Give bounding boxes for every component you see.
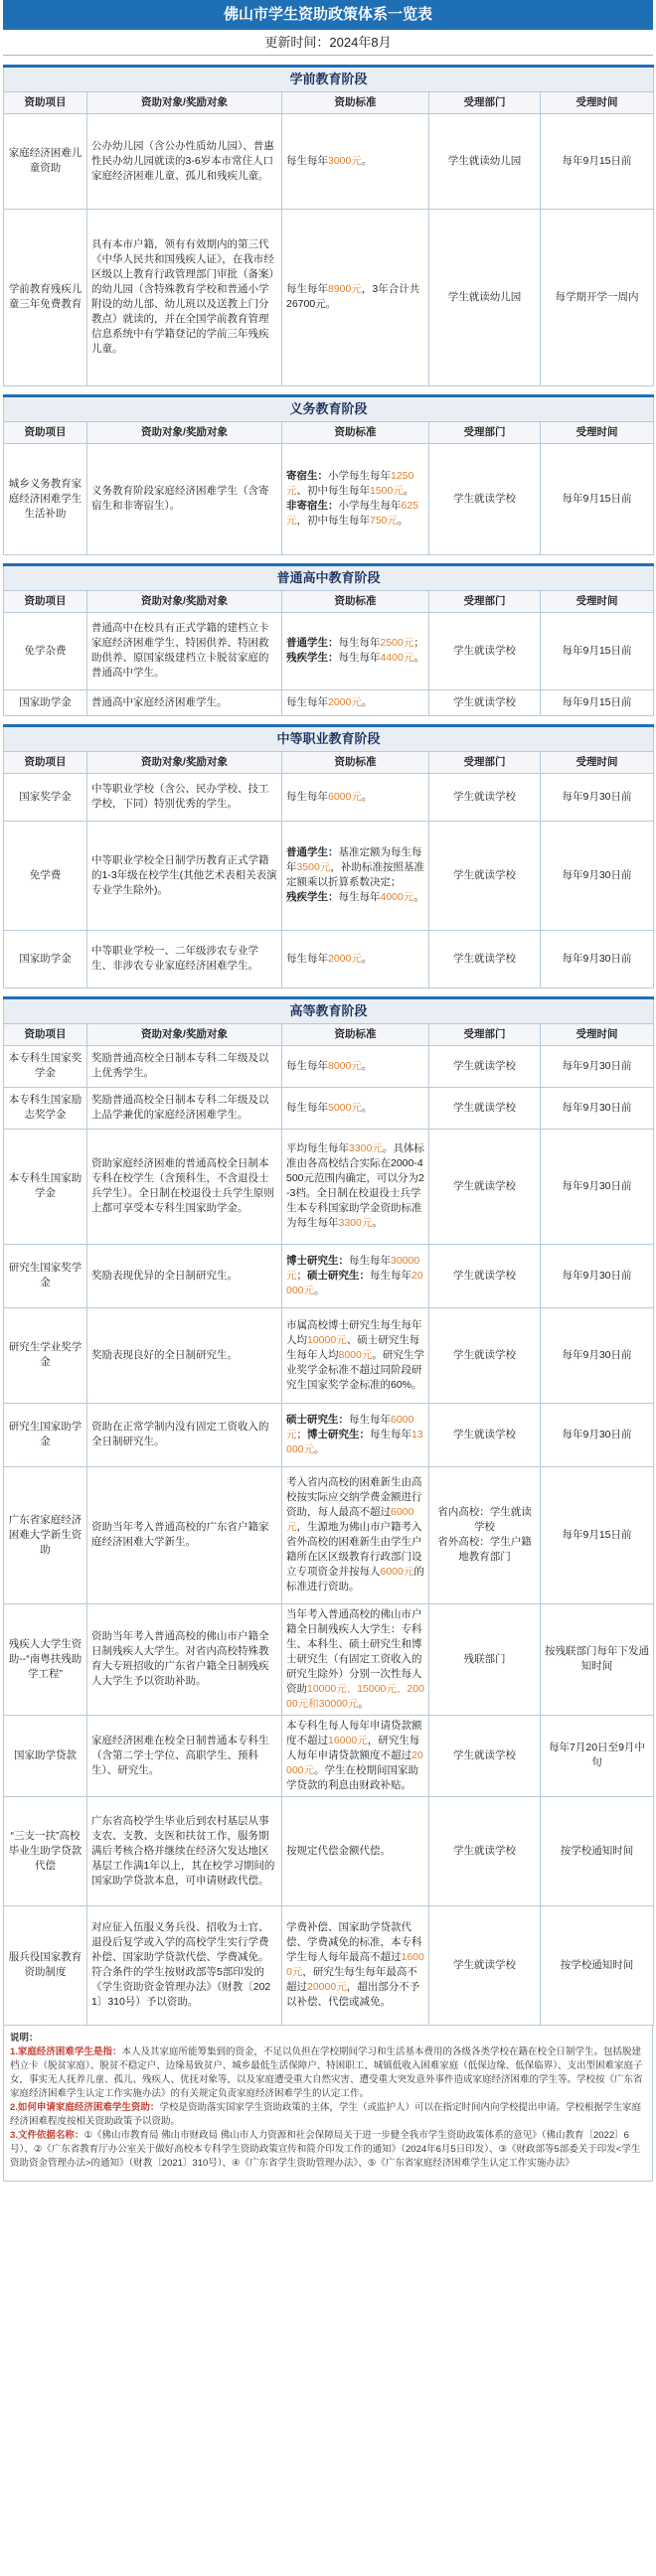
row-time: 每年9月30日前	[541, 1129, 654, 1244]
col-time: 受理时间	[541, 590, 654, 612]
table-row	[4, 1307, 654, 1403]
table-row	[4, 1715, 654, 1796]
col-department: 受理部门	[429, 1023, 541, 1045]
row-time: 每年9月30日前	[541, 1087, 654, 1129]
column-header-row	[4, 590, 654, 612]
row-project: 残疾人大学生资助--“南粤扶残助学工程”	[4, 1603, 87, 1715]
section-compulsory	[4, 395, 654, 421]
table-row	[4, 1129, 654, 1244]
row-time: 每年9月15日前	[541, 443, 654, 554]
row-standard: 每生每年8000元。	[282, 1045, 429, 1087]
row-target: 资助在正常学制内没有固定工资收入的全日制研究生。	[87, 1403, 282, 1466]
table-row	[4, 612, 654, 689]
row-project: 研究生国家助学金	[4, 1403, 87, 1466]
row-standard: 每生每年6000元。	[282, 773, 429, 821]
note-2: 2.如何申请家庭经济困难学生资助：学校是资助落实国家学生资助政策的主体，学生（或监护人）可以在指定时间内向学校提出申请。学校根据学生家庭经济困难程度按相关资助政策予以资助。	[10, 2101, 641, 2127]
table-row	[4, 209, 654, 385]
table-row	[4, 1905, 654, 2025]
row-standard: 平均每生每年3300元。具体标准由各高校结合实际在2000-4500元范围内确定，可以分为2-3档。全日制在校退役士兵学生本专科国家助学金资助标准为每生每年3300元。	[282, 1129, 429, 1244]
table-row	[4, 1087, 654, 1129]
notes	[3, 2026, 653, 2182]
row-target: 奖励普通高校全日制本专科二年级及以上优秀学生。	[87, 1045, 282, 1087]
row-department: 学生就读学校	[429, 1307, 541, 1403]
row-target: 公办幼儿园（含公办性质幼儿园）、普惠性民办幼儿园就读的3-6岁本市常住人口家庭经济困难儿童、孤儿和残疾儿童。	[87, 113, 282, 209]
col-standard: 资助标准	[282, 421, 429, 443]
row-standard: 寄宿生：小学每生每年1250元、初中每生每年1500元。 非寄宿生：小学每生每年625元，初中每生每年750元。	[282, 443, 429, 554]
section-highschool	[4, 564, 654, 590]
column-header-row	[4, 751, 654, 773]
row-department: 学生就读学校	[429, 689, 541, 715]
column-header-row	[4, 421, 654, 443]
row-standard: 普通学生：每生每年2500元； 残疾学生：每生每年4400元。	[282, 612, 429, 689]
row-project: 广东省家庭经济困难大学新生资助	[4, 1466, 87, 1603]
row-department: 省内高校：学生就读学校 省外高校：学生户籍地教育部门	[429, 1466, 541, 1603]
notes-title: 说明：	[10, 2032, 39, 2044]
row-standard: 每生每年8900元，3年合计共26700元。	[282, 209, 429, 385]
col-target: 资助对象/奖励对象	[87, 91, 282, 113]
row-target: 中等职业学校全日制学历教育正式学籍的1-3年级在校学生(其他艺术表相关表演专业学生除外)。	[87, 821, 282, 930]
row-time: 每年9月30日前	[541, 1307, 654, 1403]
row-department: 学生就读学校	[429, 1715, 541, 1796]
row-project: 国家助学金	[4, 689, 87, 715]
row-target: 义务教育阶段家庭经济困难学生（含寄宿生和非寄宿生）。	[87, 443, 282, 554]
col-project: 资助项目	[4, 751, 87, 773]
row-standard: 硕士研究生：每生每年6000元；博士研究生：每生每年13000元。	[282, 1403, 429, 1466]
row-standard: 本专科生每人每年申请贷款额度不超过16000元，研究生每人每年申请贷款额度不超过20000元。学生在校期间国家助学贷款的利息由财政补贴。	[282, 1715, 429, 1796]
row-time: 按残联部门每年下发通知时间	[541, 1603, 654, 1715]
row-time: 每年9月15日前	[541, 612, 654, 689]
row-project: 国家助学金	[4, 930, 87, 987]
row-project: 免学杂费	[4, 612, 87, 689]
row-department: 残联部门	[429, 1603, 541, 1715]
higher-rows	[4, 1045, 654, 2025]
col-project: 资助项目	[4, 590, 87, 612]
row-time: 每年9月30日前	[541, 821, 654, 930]
col-target: 资助对象/奖励对象	[87, 421, 282, 443]
row-standard: 每生每年2000元。	[282, 689, 429, 715]
row-time: 每年9月15日前	[541, 1466, 654, 1603]
row-time: 按学校通知时间	[541, 1905, 654, 2025]
row-target: 资助当年考入普通高校的佛山市户籍全日制残疾人大学生。对省内高校特殊教育大专班招收的广东省户籍全日制残疾人大学生予以资助补助。	[87, 1603, 282, 1715]
row-project: 本专科生国家奖学金	[4, 1045, 87, 1087]
row-department: 学生就读学校	[429, 1403, 541, 1466]
row-standard: 考入省内高校的困难新生由高校按实际应交纳学费金额进行资助，每人最高不超过6000元，生源地为佛山市户籍考入省外高校的困难新生由学生户籍所在区区级教育行政部门设立专项资金并按每人6000元的标准进行资助。	[282, 1466, 429, 1603]
row-time: 每年9月15日前	[541, 689, 654, 715]
table-row	[4, 773, 654, 821]
col-target: 资助对象/奖励对象	[87, 1023, 282, 1045]
row-project: “三支一扶”高校毕业生助学贷款代偿	[4, 1796, 87, 1905]
row-time: 每年9月30日前	[541, 1403, 654, 1466]
table-row	[4, 1403, 654, 1466]
col-time: 受理时间	[541, 421, 654, 443]
row-department: 学生就读学校	[429, 773, 541, 821]
col-project: 资助项目	[4, 91, 87, 113]
row-project: 国家助学贷款	[4, 1715, 87, 1796]
section-title: 学前教育阶段	[4, 66, 654, 91]
row-project: 本专科生国家助学金	[4, 1129, 87, 1244]
row-time: 每学期开学一周内	[541, 209, 654, 385]
row-time: 每年9月30日前	[541, 1045, 654, 1087]
row-time: 按学校通知时间	[541, 1796, 654, 1905]
table-row	[4, 821, 654, 930]
table-row	[4, 113, 654, 209]
row-time: 每年9月30日前	[541, 930, 654, 987]
row-standard: 按规定代偿金额代偿。	[282, 1796, 429, 1905]
row-target: 奖励表现优异的全日制研究生。	[87, 1244, 282, 1307]
row-project: 服兵役国家教育资助制度	[4, 1905, 87, 2025]
table-row	[4, 443, 654, 554]
col-department: 受理部门	[429, 590, 541, 612]
col-department: 受理部门	[429, 91, 541, 113]
row-department: 学生就读学校	[429, 1905, 541, 2025]
row-standard: 普通学生：基准定额为每生每年3500元，补助标准按照基准定额乘以折算系数决定； 残疾学生：每生每年4000元。	[282, 821, 429, 930]
col-time: 受理时间	[541, 751, 654, 773]
col-department: 受理部门	[429, 421, 541, 443]
row-project: 研究生学业奖学金	[4, 1307, 87, 1403]
row-project: 国家奖学金	[4, 773, 87, 821]
col-time: 受理时间	[541, 91, 654, 113]
col-standard: 资助标准	[282, 91, 429, 113]
col-time: 受理时间	[541, 1023, 654, 1045]
section-title: 义务教育阶段	[4, 395, 654, 421]
row-target: 资助家庭经济困难的普通高校全日制本专科在校学生（含预科生，不含退役士兵学生）。全日制在校退役士兵学生原则上都可享受本专科生国家助学金。	[87, 1129, 282, 1244]
section-title: 中等职业教育阶段	[4, 725, 654, 751]
row-department: 学生就读学校	[429, 1129, 541, 1244]
row-department: 学生就读幼儿园	[429, 113, 541, 209]
row-standard: 每生每年3000元。	[282, 113, 429, 209]
row-standard: 当年考入普通高校的佛山市户籍全日制残疾人大学生：专科生、本科生、硕士研究生和博士研究生（有固定工资收入的研究生除外）分别一次性每人资助10000元、15000元、20000元和30000元。	[282, 1603, 429, 1715]
col-standard: 资助标准	[282, 751, 429, 773]
row-department: 学生就读学校	[429, 1796, 541, 1905]
col-target: 资助对象/奖励对象	[87, 590, 282, 612]
table-row	[4, 1045, 654, 1087]
row-target: 中等职业学校（含公、民办学校、技工学校，下同）特别优秀的学生。	[87, 773, 282, 821]
row-time: 每年9月15日前	[541, 113, 654, 209]
note-1: 1.家庭经济困难学生是指：本人及其家庭所能筹集到的资金，不足以负担在学校期间学习和生活基本费用的各级各类学校在籍在校全日制学生。包括脱建档立卡（脱贫家庭）、脱贫不稳定户、边缘易致贫户、城乡最低生活保障户、特困职工、城镇低收入困难家庭（低保边缘、低保临界）、支出型困难家庭子女，事实无人抚养儿童、孤儿、残疾人、优抚对象等，以及家庭遭受重大自然灾害、遭受重大突发意外事件造成家庭经济困难的学生等。学校按《广东省家庭经济困难学生认定工作实施办法》的有关规定负责家庭经济困难学生的认定工作。	[10, 2046, 643, 2099]
row-project: 家庭经济困难儿童资助	[4, 113, 87, 209]
table-row	[4, 689, 654, 715]
table-row	[4, 930, 654, 987]
row-project: 本专科生国家励志奖学金	[4, 1087, 87, 1129]
row-standard: 每生每年2000元。	[282, 930, 429, 987]
row-department: 学生就读学校	[429, 1244, 541, 1307]
row-time: 每年9月30日前	[541, 1244, 654, 1307]
table-row	[4, 1603, 654, 1715]
col-project: 资助项目	[4, 421, 87, 443]
note-3: 3.文件依据名称：①《佛山市教育局 佛山市财政局 佛山市人力资源和社会保障局关于进一步健全我市学生资助政策体系的意见》（佛山教育〔2022〕6号）、②《广东省教育厅办公室关于做好高校本专科学生资助政策宣传和简介印发工作的通知》（2024年6月5日印发）、③《财政部等5部委关于印发<学生资助资金管理办法>的通知》（财教〔2021〕310号）、④《广东省学生资助管理办法》、⑤《广东省家庭经济困难学生认定工作实施办法》	[10, 2129, 641, 2169]
row-department: 学生就读学校	[429, 930, 541, 987]
column-header-row	[4, 91, 654, 113]
table-row	[4, 1796, 654, 1905]
row-standard: 博士研究生：每生每年30000元；硕士研究生：每生每年20000元。	[282, 1244, 429, 1307]
row-standard: 学费补偿、国家助学贷款代偿、学费减免的标准，本专科学生每人每年最高不超过16000元，研究生每生每年最高不超过20000元，超出部分不予以补偿、代偿或减免。	[282, 1905, 429, 2025]
page-title: 佛山市学生资助政策体系一览表	[3, 0, 653, 30]
row-project: 学前教育残疾儿童三年免费教育	[4, 209, 87, 385]
row-department: 学生就读幼儿园	[429, 209, 541, 385]
row-target: 具有本市户籍，领有有效期内的第三代《中华人民共和国残疾人证》，在我市经区级以上教育行政管理部门审批（备案）的幼儿园（含特殊教育学校和普通小学附设的幼儿部、幼儿班以及送教上门分教点）就读的，并在全国学前教育管理信息系统中有学籍登记的学前三年残疾儿童。	[87, 209, 282, 385]
row-time: 每年7月20日至9月中旬	[541, 1715, 654, 1796]
table-row	[4, 1466, 654, 1603]
row-target: 奖励表现良好的全日制研究生。	[87, 1307, 282, 1403]
row-target: 家庭经济困难在校全日制普通本专科生（含第二学士学位、高职学生、预科生）、研究生。	[87, 1715, 282, 1796]
row-department: 学生就读学校	[429, 821, 541, 930]
row-target: 普通高中家庭经济困难学生。	[87, 689, 282, 715]
row-department: 学生就读学校	[429, 1045, 541, 1087]
col-department: 受理部门	[429, 751, 541, 773]
column-header-row	[4, 1023, 654, 1045]
col-standard: 资助标准	[282, 590, 429, 612]
col-project: 资助项目	[4, 1023, 87, 1045]
row-target: 中等职业学校一、二年级涉农专业学生、非涉农专业家庭经济困难学生。	[87, 930, 282, 987]
row-target: 资助当年考入普通高校的广东省户籍家庭经济困难大学新生。	[87, 1466, 282, 1603]
section-title: 高等教育阶段	[4, 997, 654, 1023]
row-project: 免学费	[4, 821, 87, 930]
row-standard: 每生每年5000元。	[282, 1087, 429, 1129]
row-standard: 市属高校博士研究生每生每年人均10000元、硕士研究生每生每年人均8000元。研究生学业奖学金标准不超过同阶段研究生国家奖学金标准的60%。	[282, 1307, 429, 1403]
row-project: 研究生国家奖学金	[4, 1244, 87, 1307]
section-vocational	[4, 725, 654, 751]
col-target: 资助对象/奖励对象	[87, 751, 282, 773]
update-time: 更新时间：2024年8月	[3, 30, 653, 56]
row-project: 城乡义务教育家庭经济困难学生生活补助	[4, 443, 87, 554]
row-department: 学生就读学校	[429, 443, 541, 554]
col-standard: 资助标准	[282, 1023, 429, 1045]
table-row	[4, 1244, 654, 1307]
row-target: 对应征入伍服义务兵役、招收为士官、退役后复学或入学的高校学生实行学费补偿、国家助学贷款代偿、学费减免。符合条件的学生按财政部等5部印发的《学生资助资金管理办法》（财教〔2021〕310号）予以资助。	[87, 1905, 282, 2025]
section-preschool	[4, 66, 654, 91]
row-target: 广东省高校学生毕业后到农村基层从事支农、支教、支医和扶贫工作，服务期满后考核合格并继续在经济欠发达地区基层工作满1年以上，其在校学习期间的国家助学贷款本息，可申请财政代偿。	[87, 1796, 282, 1905]
row-target: 奖励普通高校全日制本专科二年级及以上品学兼优的家庭经济困难学生。	[87, 1087, 282, 1129]
row-target: 普通高中在校具有正式学籍的建档立卡家庭经济困难学生、特困供养、特困救助供养、原国家级建档立卡脱贫家庭的普通高中学生。	[87, 612, 282, 689]
section-title: 普通高中教育阶段	[4, 564, 654, 590]
row-department: 学生就读学校	[429, 1087, 541, 1129]
policy-table	[3, 56, 654, 2026]
row-time: 每年9月30日前	[541, 773, 654, 821]
section-higher	[4, 997, 654, 1023]
row-department: 学生就读学校	[429, 612, 541, 689]
